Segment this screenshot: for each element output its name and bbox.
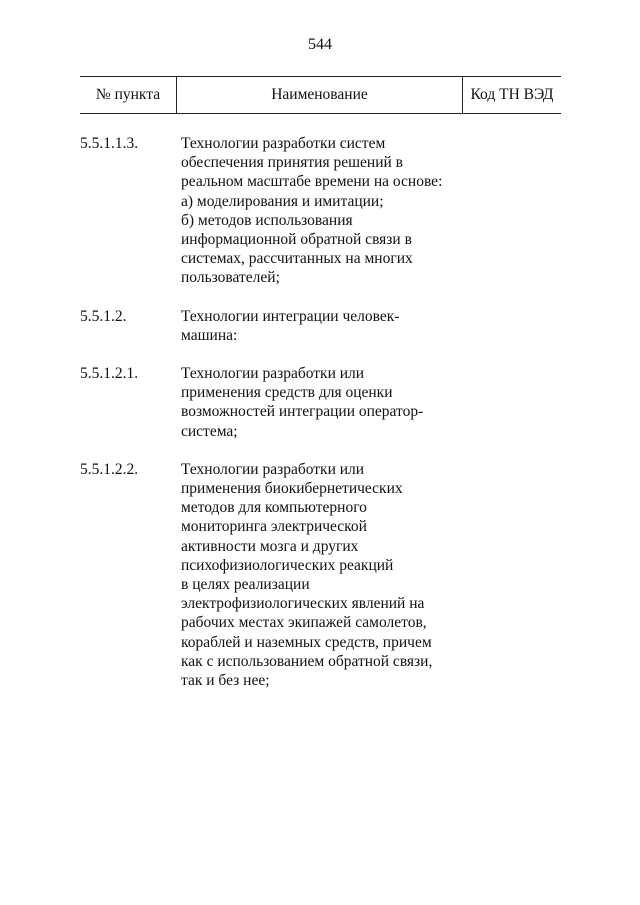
item-description-line: психофизиологических реакций xyxy=(181,556,394,574)
page-number: 544 xyxy=(308,36,332,53)
item-description-line: информационной обратной связи в xyxy=(181,231,412,249)
entries-list xyxy=(80,134,560,709)
item-description xyxy=(181,364,461,441)
item-description-line: применения биокибернетических xyxy=(181,480,403,498)
item-number: 5.5.1.1.3. xyxy=(80,135,139,152)
item-description-line: электрофизиологических явлений на xyxy=(181,595,425,613)
table-header xyxy=(80,76,561,114)
item-description-line: б) методов использования xyxy=(181,211,353,229)
item-description-line: возможностей интеграции оператор- xyxy=(181,403,424,421)
item-description-line: Технологии разработки или xyxy=(181,365,365,383)
item-number: 5.5.1.2.2. xyxy=(80,460,139,478)
list-item xyxy=(80,134,560,288)
item-description-line: обеспечения принятия решений в xyxy=(181,154,403,172)
item-description-line: мониторинга электрической xyxy=(181,518,367,536)
item-description-line: Технологии разработки систем xyxy=(181,135,386,152)
item-description-line: активности мозга и других xyxy=(181,537,359,555)
list-item xyxy=(80,307,560,345)
item-description-line: а) моделирования и имитации; xyxy=(181,192,384,210)
header-code-column: Код ТН ВЭД xyxy=(470,86,554,103)
item-description xyxy=(181,307,461,345)
item-description-line: система; xyxy=(181,422,238,440)
item-description xyxy=(181,134,461,288)
list-item xyxy=(80,364,560,441)
item-description-line: реальном масштабе времени на основе: xyxy=(181,173,443,191)
item-description xyxy=(181,460,461,690)
item-description-line: кораблей и наземных средств, причем xyxy=(181,633,432,651)
item-description-line: методов для компьютерного xyxy=(181,499,367,517)
item-description-line: пользователей; xyxy=(181,269,280,287)
list-item xyxy=(80,460,560,690)
item-description-line: машина: xyxy=(181,326,238,344)
item-description-line: в целях реализации xyxy=(181,576,310,594)
item-description-line: применения средств для оценки xyxy=(181,384,393,402)
item-description-line: как с использованием обратной связи, xyxy=(181,652,433,670)
item-description-line: так и без нее; xyxy=(181,672,270,690)
header-number-column: № пункта xyxy=(80,77,177,113)
item-number: 5.5.1.2.1. xyxy=(80,365,139,383)
header-name-column: Наименование xyxy=(177,77,463,113)
item-description-line: Технологии разработки или xyxy=(181,460,365,478)
item-number: 5.5.1.2. xyxy=(80,307,127,325)
item-description-line: системах, рассчитанных на многих xyxy=(181,250,413,268)
item-description-line: Технологии интеграции человек- xyxy=(181,307,400,325)
item-description-line: рабочих местах экипажей самолетов, xyxy=(181,614,427,632)
